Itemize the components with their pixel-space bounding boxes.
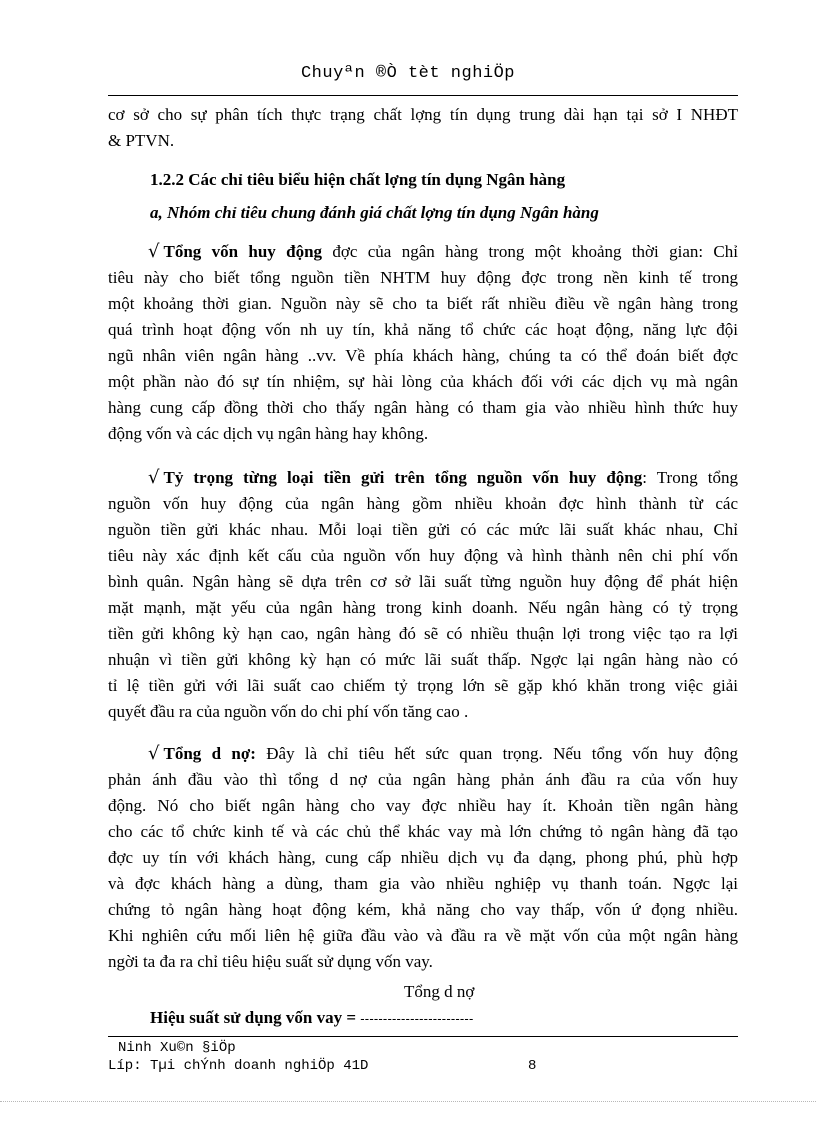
item-line: tiêu này cho biết tổng nguồn tiền NHTM huy động đợc trong nền kinh tế trong bbox=[108, 268, 738, 287]
item-line: : Trong tổng bbox=[642, 468, 738, 487]
item-line: cho các tổ chức kinh tế và các chủ thể khác vay mà lớn chứng tỏ ngân hàng đã tạo bbox=[108, 822, 738, 841]
check-icon: √ bbox=[148, 467, 160, 488]
item-line: tiêu này xác định kết cấu của nguồn vốn huy động và hình thành nên chi phí vốn bbox=[108, 546, 738, 565]
header-divider bbox=[108, 95, 738, 96]
item-line: nhuận vì tiền gửi không kỳ hạn có mức lãi suất thấp. Ngợc lại ngân hàng nào có bbox=[108, 650, 738, 669]
item-line: Đây là chỉ tiêu hết sức quan trọng. Nếu tổng vốn huy động bbox=[255, 744, 738, 763]
item-term: Tỷ trọng từng loại tiền gửi trên tổng nguồn vốn huy động bbox=[163, 468, 643, 487]
item-line: và đợc khách hàng a dùng, tham gia vào nhiều nghiệp vụ thanh toán. Ngợc lại bbox=[108, 874, 738, 893]
item-term: Tổng d nợ: bbox=[163, 744, 256, 763]
item-line: mặt mạnh, mặt yếu của ngân hàng trong kinh doanh. Nếu ngân hàng có tỷ trọng bbox=[108, 598, 738, 617]
formula-label: Hiệu suất sử dụng vốn vay bbox=[150, 1008, 343, 1027]
intro-line: & PTVN. bbox=[108, 131, 175, 150]
item-line: đợc của ngân hàng trong một khoảng thời gian: Chỉ bbox=[322, 242, 738, 261]
item-line: chứng tỏ ngân hàng hoạt động kém, khả năng cho vay thấp, vốn ứ đọng nhiều. bbox=[108, 900, 738, 919]
item-line: một phần nào đó sự tín nhiệm, sự hài lòng của khách đối với các dịch vụ mà ngân bbox=[108, 372, 738, 391]
formula bbox=[150, 1008, 474, 1028]
item-line: ngời ta đa ra chỉ tiêu hiệu suất sử dụng vốn vay. bbox=[108, 952, 433, 971]
item-total-capital bbox=[108, 239, 738, 447]
page-bottom-dotted-border bbox=[0, 1101, 816, 1102]
formula-numerator: Tổng d nợ bbox=[404, 982, 475, 1001]
item-line: nguồn tiền gửi khác nhau. Mỗi loại tiền gửi có các mức lãi suất khác nhau, Chỉ bbox=[108, 520, 738, 539]
page-header-title: Chuyªn ®Ò tèt nghiÖp bbox=[300, 64, 516, 83]
item-line: bình quân. Ngân hàng sẽ dựa trên cơ sở lãi suất từng nguồn huy động để phát hiện bbox=[108, 572, 738, 591]
item-line: động. Nó cho biết ngân hàng cho vay đợc nhiều hay ít. Khoản tiền ngân hàng bbox=[108, 796, 738, 815]
item-line: ngũ nhân viên ngân hàng ..vv. Về phía khách hàng, chúng ta có thể đoán biết đợc bbox=[108, 346, 738, 365]
intro-line: cơ sở cho sự phân tích thực trạng chất lợng tín dụng trung dài hạn tại sở I NHĐT bbox=[108, 105, 738, 124]
section-heading: 1.2.2 Các chỉ tiêu biểu hiện chất lợng tín dụng Ngân hàng bbox=[150, 170, 566, 189]
item-line: phản ánh đầu vào thì tổng d nợ của ngân hàng phản ánh đầu ra của vốn huy bbox=[108, 770, 738, 789]
check-icon: √ bbox=[148, 241, 160, 262]
footer-divider bbox=[108, 1036, 738, 1037]
item-line: tiền gửi không kỳ hạn cao, ngân hàng đó sẽ có nhiều thuận lợi trong việc tạo ra lợi bbox=[108, 624, 738, 643]
item-line: đợc uy tín với khách hàng, cung cấp nhiều dịch vụ đa dạng, phong phú, phù hợp bbox=[108, 848, 738, 867]
formula-fraction-bar: ------------------------- bbox=[360, 1011, 474, 1026]
footer-class: Líp: Tµi chÝnh doanh nghiÖp 41D bbox=[108, 1058, 369, 1074]
item-line: quyết đầu ra của nguồn vốn do chi phí vốn tăng cao . bbox=[108, 702, 469, 721]
item-line: Khi nghiên cứu mối liên hệ giữa đầu vào và đầu ra về mặt vốn của một ngân hàng bbox=[108, 926, 738, 945]
item-line: quá trình hoạt động vốn nh uy tín, khả năng tổ chức các hoạt động, năng lực đội bbox=[108, 320, 738, 339]
item-line: một khoảng thời gian. Nguồn này sẽ cho ta biết rất nhiều điều về ngân hàng trong bbox=[108, 294, 738, 313]
page-number: 8 bbox=[528, 1058, 537, 1074]
footer-author: Ninh Xu©n §iÖp bbox=[118, 1040, 236, 1056]
formula-equals: = bbox=[346, 1008, 357, 1027]
item-line: động vốn và các dịch vụ ngân hàng hay không. bbox=[108, 424, 429, 443]
item-line: hàng cung cấp đồng thời cho thấy ngân hàng có tham gia vào nhiều hình thức huy bbox=[108, 398, 738, 417]
item-term: Tổng vốn huy động bbox=[163, 242, 323, 261]
section-subheading: a, Nhóm chỉ tiêu chung đánh giá chất lợng tín dụng Ngân hàng bbox=[150, 203, 599, 222]
item-line: tỉ lệ tiền gửi với lãi suất cao chiếm tỷ trọng lớn sẽ gặp khó khăn trong việc giải bbox=[108, 676, 738, 695]
item-line: nguồn vốn huy động của ngân hàng gồm nhiều khoản đợc hình thành từ các bbox=[108, 494, 738, 513]
item-deposit-ratio bbox=[108, 465, 738, 725]
check-icon: √ bbox=[148, 743, 160, 764]
intro-paragraph bbox=[108, 102, 738, 154]
item-total-outstanding-loans bbox=[108, 741, 738, 975]
